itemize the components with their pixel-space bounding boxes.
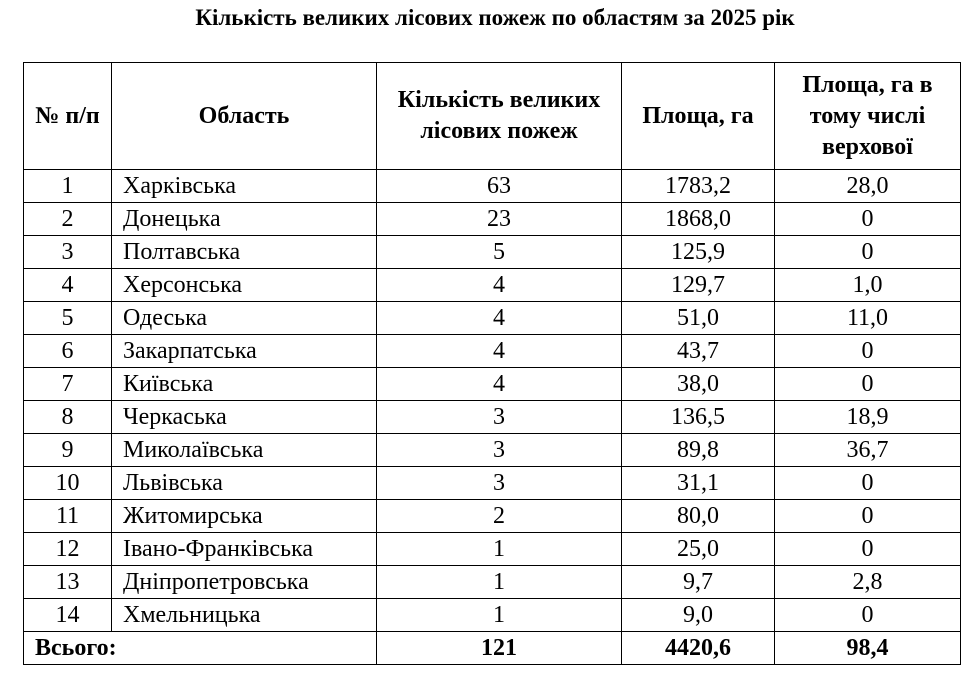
cell-num: 1 [24, 170, 112, 203]
cell-num: 2 [24, 203, 112, 236]
cell-count: 4 [377, 302, 622, 335]
cell-num: 14 [24, 599, 112, 632]
table-row [24, 599, 961, 632]
header-num: № п/п [24, 63, 112, 170]
cell-region: Львівська [112, 467, 377, 500]
cell-count: 4 [377, 368, 622, 401]
total-row [24, 632, 961, 665]
document-title: Кількість великих лісових пожеж по областям за 2025 рік [195, 5, 795, 30]
cell-region: Донецька [112, 203, 377, 236]
cell-num: 7 [24, 368, 112, 401]
table-header-row [24, 63, 961, 170]
cell-num: 11 [24, 500, 112, 533]
cell-count: 4 [377, 269, 622, 302]
cell-region: Хмельницька [112, 599, 377, 632]
cell-area: 43,7 [622, 335, 775, 368]
total-label: Всього: [24, 632, 377, 665]
cell-num: 4 [24, 269, 112, 302]
cell-count: 3 [377, 434, 622, 467]
cell-crown-area: 28,0 [775, 170, 961, 203]
cell-count: 63 [377, 170, 622, 203]
cell-crown-area: 0 [775, 236, 961, 269]
table-row [24, 368, 961, 401]
cell-region: Миколаївська [112, 434, 377, 467]
cell-crown-area: 1,0 [775, 269, 961, 302]
table-row [24, 269, 961, 302]
wildfire-table [23, 62, 961, 665]
total-area: 4420,6 [622, 632, 775, 665]
cell-area: 1868,0 [622, 203, 775, 236]
cell-area: 51,0 [622, 302, 775, 335]
cell-crown-area: 0 [775, 368, 961, 401]
cell-crown-area: 0 [775, 203, 961, 236]
cell-area: 31,1 [622, 467, 775, 500]
cell-crown-area: 18,9 [775, 401, 961, 434]
header-count: Кількість великих лісових пожеж [377, 63, 622, 170]
cell-crown-area: 0 [775, 500, 961, 533]
cell-region: Херсонська [112, 269, 377, 302]
cell-region: Дніпропетровська [112, 566, 377, 599]
cell-num: 5 [24, 302, 112, 335]
cell-num: 10 [24, 467, 112, 500]
cell-num: 13 [24, 566, 112, 599]
header-crown-area: Площа, га в тому числі верхової [775, 63, 961, 170]
cell-crown-area: 0 [775, 533, 961, 566]
cell-area: 38,0 [622, 368, 775, 401]
cell-num: 8 [24, 401, 112, 434]
table-body [24, 170, 961, 665]
table-row [24, 566, 961, 599]
header-region: Область [112, 63, 377, 170]
cell-region: Полтавська [112, 236, 377, 269]
table-row [24, 302, 961, 335]
cell-count: 1 [377, 533, 622, 566]
cell-count: 23 [377, 203, 622, 236]
cell-region: Київська [112, 368, 377, 401]
cell-area: 1783,2 [622, 170, 775, 203]
cell-area: 125,9 [622, 236, 775, 269]
cell-area: 89,8 [622, 434, 775, 467]
table-row [24, 434, 961, 467]
cell-area: 136,5 [622, 401, 775, 434]
cell-num: 3 [24, 236, 112, 269]
cell-crown-area: 36,7 [775, 434, 961, 467]
table-row [24, 467, 961, 500]
table-row [24, 236, 961, 269]
cell-region: Закарпатська [112, 335, 377, 368]
cell-count: 1 [377, 599, 622, 632]
cell-count: 4 [377, 335, 622, 368]
cell-area: 80,0 [622, 500, 775, 533]
cell-area: 129,7 [622, 269, 775, 302]
cell-area: 9,0 [622, 599, 775, 632]
cell-area: 25,0 [622, 533, 775, 566]
cell-count: 3 [377, 467, 622, 500]
cell-region: Одеська [112, 302, 377, 335]
table-row [24, 170, 961, 203]
total-count: 121 [377, 632, 622, 665]
cell-crown-area: 0 [775, 335, 961, 368]
table-row [24, 533, 961, 566]
cell-crown-area: 0 [775, 467, 961, 500]
cell-count: 5 [377, 236, 622, 269]
total-crown-area: 98,4 [775, 632, 961, 665]
cell-region: Житомирська [112, 500, 377, 533]
cell-count: 1 [377, 566, 622, 599]
cell-region: Харківська [112, 170, 377, 203]
cell-count: 3 [377, 401, 622, 434]
cell-num: 9 [24, 434, 112, 467]
cell-region: Черкаська [112, 401, 377, 434]
table-row [24, 335, 961, 368]
cell-region: Івано-Франківська [112, 533, 377, 566]
table-row [24, 401, 961, 434]
header-area: Площа, га [622, 63, 775, 170]
cell-crown-area: 2,8 [775, 566, 961, 599]
cell-crown-area: 11,0 [775, 302, 961, 335]
cell-num: 12 [24, 533, 112, 566]
table-row [24, 500, 961, 533]
cell-crown-area: 0 [775, 599, 961, 632]
table-row [24, 203, 961, 236]
cell-area: 9,7 [622, 566, 775, 599]
cell-count: 2 [377, 500, 622, 533]
cell-num: 6 [24, 335, 112, 368]
